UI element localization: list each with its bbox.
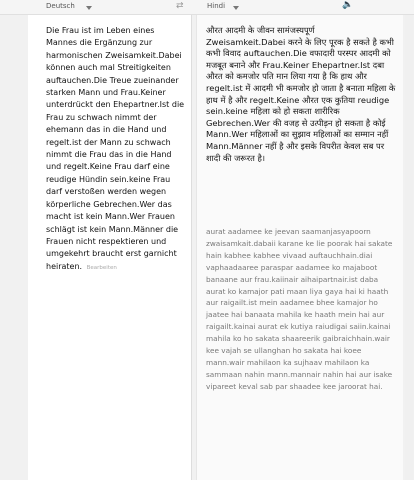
source-text-content: Die Frau ist im Leben eines Mannes die Ergänzung zur harmonischen Zweisamkeit.Dabei können auch mal Streitigkeiten auftauchen.Die Treue zueinander starken Mann und Frau.Keiner unterdrückt den Ehepartner.Ist die Frau zu schwach nimmt der ehemann das in die Hand und regelt.ist der Mann zu schwach nimmt die Frau das in die Hand und regelt.Keine Frau darf eine reudige Hündin sein.keine Frau darf verstoßen werden wegen körperliche Gebrechen.Wer das macht ist kein Mann.Wer Frauen schlägt ist kein Mann.Männer die Frauen nicht respektieren und umgekehrt braucht erst garnicht heiraten.	[46, 26, 185, 271]
scrollbar[interactable]	[405, 15, 413, 480]
source-text[interactable]	[46, 25, 188, 274]
target-language-selector[interactable]: Hindi	[207, 2, 226, 10]
edit-link[interactable]: Bearbeiten	[86, 264, 117, 271]
swap-languages-icon[interactable]: ⇄	[176, 1, 184, 11]
chevron-down-icon[interactable]	[86, 6, 92, 10]
speaker-icon[interactable]: 🔈	[342, 0, 354, 10]
translation-panel	[196, 15, 403, 480]
language-bar	[0, 0, 414, 15]
transliteration-text: aurat aadamee ke jeevan saamanjasyapoorn zwaisamkait.dabaii karane ke lie poorak hai sakate hain kabhee kabhee vivaad auftauchhain.diai vaphaadaaree paraspar aadamee ko majaboot banaane aur frau.kaiinair aihaipartnair.ist daba aurat ko kamajor pati maan liya gaya hai ki haath aur raigailt.ist mein aadamee bhee kamajor ho jaatee hai banaata mahila ke haath mein hai aur raigailt.kainai aurat ek kutiya raiudigai saiin.kainai mahila ko ho sakata shaareerik gaibraichhain.wair kee vajah se ullanghan ho sakata hai koee mann.wair mahilaon ka sujhaav mahilaon ka sammaan nahin mann.mannair nahin hai aur isake vipareet keval sab par shaadee kee jaroorat hai.	[206, 227, 393, 391]
source-panel[interactable]	[28, 15, 192, 480]
translation-text: औरत आदमी के जीवन सामंजस्यपूर्ण Zweisamkeit.Dabei करने के लिए पूरक है सकते है कभी कभी विवाद auftauchen.Die वफादारी परस्पर आदमी को मजबूत बनाने और Frau.Keiner Ehepartner.Ist दबा औरत को कमजोर पति मान लिया गया है कि हाथ और regelt.ist में आदमी भी कमजोर हो जाता है बनाता महिला के हाथ में है और regelt.Keine औरत एक कुतिया reudige sein.keine महिला को हो सकता शारीरिक Gebrechen.Wer की वजह से उत्पीड़न हो सकता है कोई Mann.Wer महिलाओं का सुझाव महिलाओं का सम्मान नहीं Mann.Männer नहीं है और इसके विपरीत केवल सब पर शादी की जरूरत है।	[206, 25, 396, 163]
source-language-selector[interactable]: Deutsch	[46, 2, 75, 10]
chevron-down-icon[interactable]	[233, 6, 239, 10]
